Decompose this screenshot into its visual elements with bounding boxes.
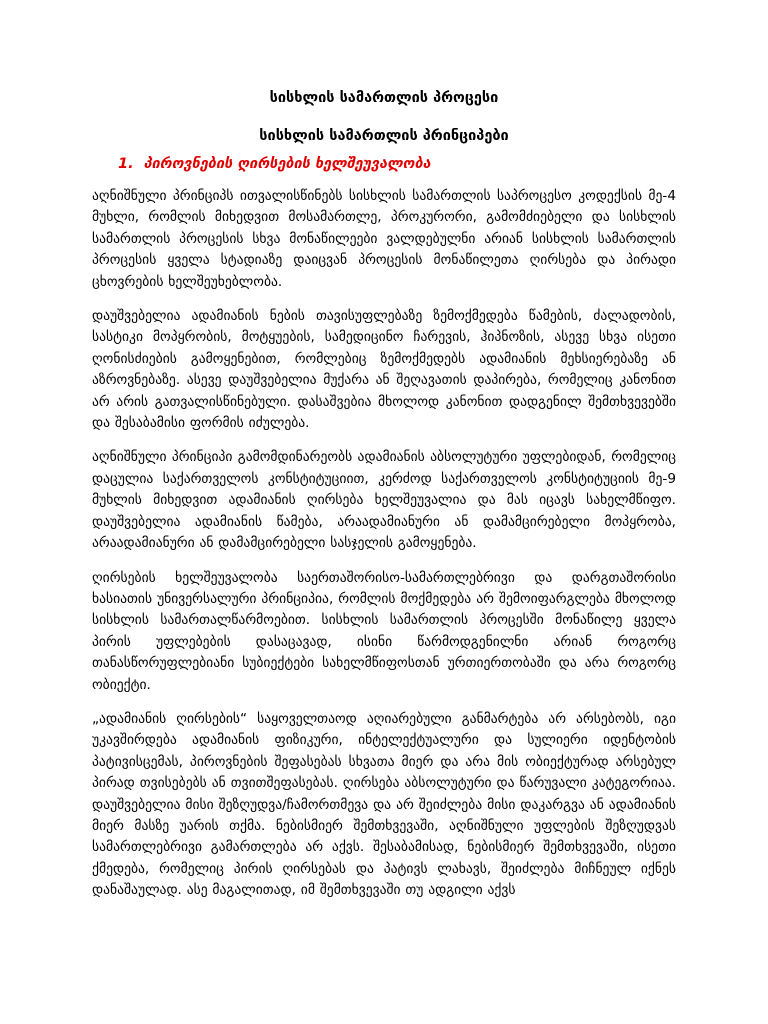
document-title: სისხლის სამართლის პროცესი [269, 90, 499, 106]
paragraph: ღირსების ხელშეუვალობა საერთაშორისო-სამართლებრივი და დარგთაშორისი ხასიათის უნივერსალური პრინციპია, რომლის მოქმედება არ შემოიფარგლება მხოლოდ სისხლის სამართალწარმოებით. სისხლის სამართლის პროცესში მონაწილე ყველა პირის უფლებების დასაცავად, ისინი წარმოდგენილნი არიან როგორც თანასწორუფლებიანი სუბიექტები სახელმწიფოსთან ურთიერთობაში და არა როგორც ობიექტი. [92, 569, 676, 693]
document-subtitle: სისხლის სამართლის პრინციპები [259, 128, 509, 144]
paragraph: „ადამიანის ღირსების“ საყოველთაოდ აღიარებული განმარტება არ არსებობს, იგი უკავშირდება ადამიანის ფიზიკური, ინტელექტუალური და სულიერი იდენტობის პატივისცემას, პიროვნების შეფასებას სხვათა მიერ და არა მის ობიექტურად არსებულ პირად თვისებებს ან თვითშეფასებას. ღირსება აბსოლუტური და წარუვალი კატეგორიაა. დაუშვებელია მისი შეზღუდვა/ჩამორთმევა და არ შეიძლება მისი დაკარგვა ან ადამიანის მიერ მასზე უარის თქმა. ნებისმიერ შემთხვევაში, აღნიშნული უფლების შეზღუდვას სამართლებრივი გამართლება არ აქვს. შესაბამისად, ნებისმიერ შემთხვევაში, ისეთი ქმედება, რომელიც პირის ღირსებას და პატივს ლახავს, შეიძლება მიჩნეულ იქნეს დანაშაულად. ასე მაგალითად, იმ შემთხვევაში თუ ადგილი აქვს [92, 710, 676, 899]
section-number: 1. [118, 156, 134, 172]
section-heading [118, 154, 676, 174]
paragraph: აღნიშნული პრინციპი გამომდინარეობს ადამიანის აბსოლუტური უფლებიდან, რომელიც დაცულია საქართველოს კონსტიტუციით, კერძოდ საქართველოს კონსტიტუციის მე-9 მუხლის მიხედვით ადამიანის ღირსება ხელშეუვალია და მას იცავს სახელმწიფო. დაუშვებელია ადამიანის წამება, არაადამიანური ან დამამცირებელი მოპყრობა, არაადამიანური ან დამამცირებელი სასჯელის გამოყენება. [92, 449, 676, 552]
section-heading-text: პიროვნების ღირსების ხელშეუვალობა [143, 156, 431, 172]
paragraph: დაუშვებელია ადამიანის ნების თავისუფლებაზე ზემოქმედება წამების, ძალადობის, სასტიკი მოპყრობის, მოტყუების, სამედიცინო ჩარევის, ჰიპნოზის, ასევე სხვა ისეთი ღონისძიების გამოყენებით, რომლებიც ზემოქმედებს ადამიანის მეხსიერებაზე ან აზროვნებაზე. ასევე დაუშვებელია მუქარა ან შეღავათის დაპირება, რომელიც კანონით არ არის გათვალისწინებული. დასაშვებია მხოლოდ კანონით დადგენილ შემთხვევებში და შესაბამისი ფორმის იძულება. [92, 308, 676, 432]
paragraph: აღნიშნული პრინციპს ითვალისწინებს სისხლის სამართლის საპროცესო კოდექსის მე-4 მუხლი, რომლის მიხედვით მოსამართლე, პროკურორი, გამომძიებელი და სისხლის სამართლის პროცესის სხვა მონაწილეები ვალდებულნი არიან სისხლის სამართლის პროცესის ყველა სტადიაზე დაიცვან პროცესის მონაწილეთა ღირსება და პირადი ცხოვრების ხელშეუხებლობა. [92, 188, 676, 290]
